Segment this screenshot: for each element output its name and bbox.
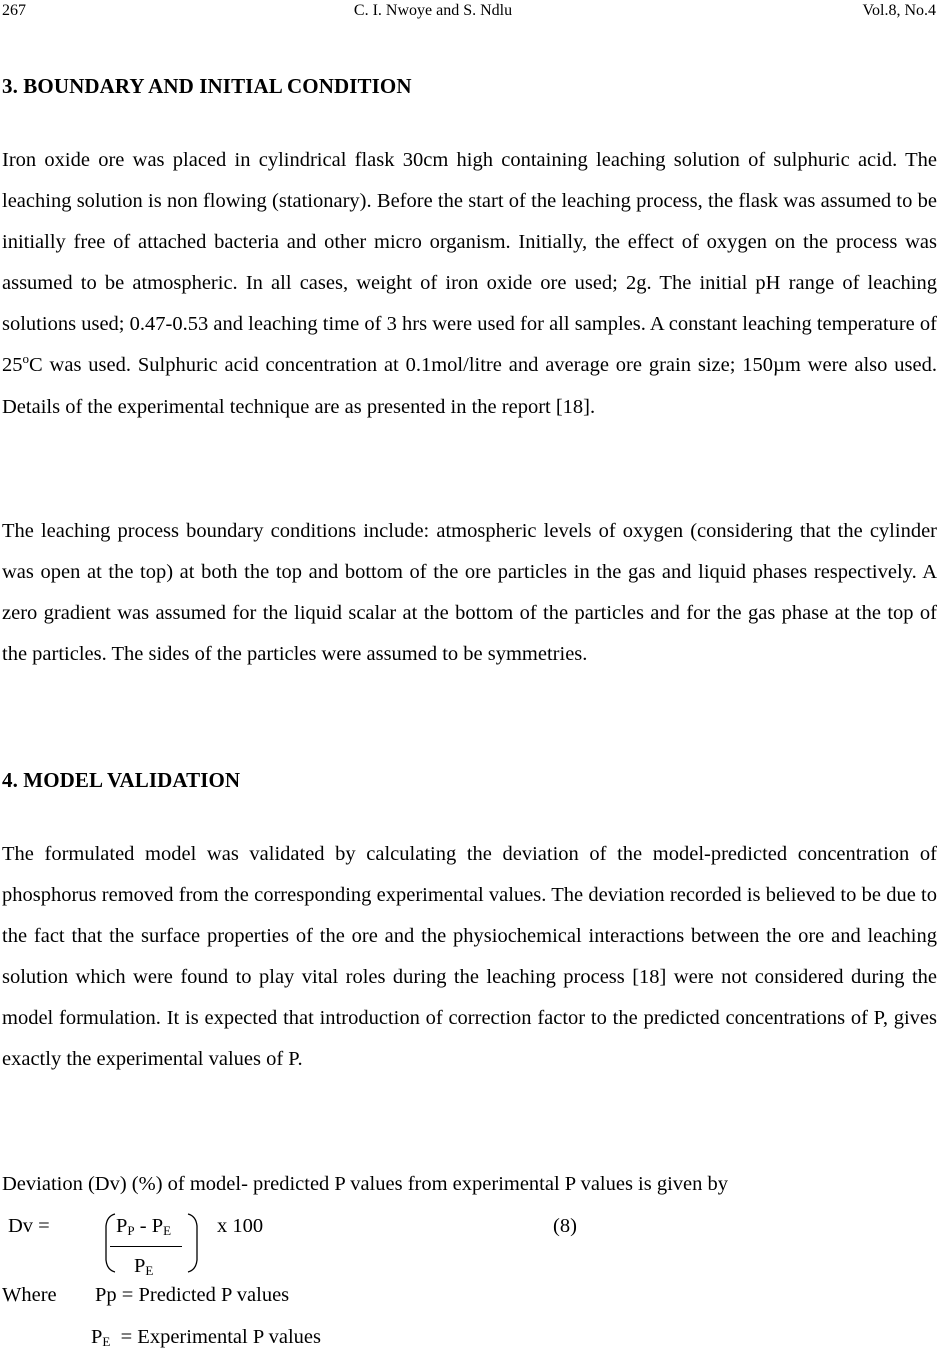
where-label: Where	[2, 1284, 57, 1306]
equation-number: (8)	[553, 1215, 577, 1237]
left-bracket	[103, 1212, 117, 1274]
paragraph-text: Iron oxide ore was placed in cylindrical flask 30cm high containing leaching solution of sulphuric acid. The leaching solution is non flowing (stationary). Before the start of the leaching process, the flask was assumed to be initially free of attached bacteria and other micro organism. Initially, the effect of oxygen on the process was assumed to be atmospheric. In all cases, weight of iron oxide ore used; 2g. The initial pH range of leaching solutions used; 0.47-0.53 and leaching time of 3 hrs were used for all samples. A constant leaching temperature of 25	[2, 149, 937, 377]
section-heading-validation: 4. MODEL VALIDATION	[2, 768, 241, 792]
multiplier: x 100	[217, 1215, 264, 1237]
section-heading-boundary: 3. BOUNDARY AND INITIAL CONDITION	[2, 74, 412, 98]
paragraph-initial-condition	[2, 140, 937, 428]
where-experimental: $P_E$ = Experimental P values	[91, 1326, 321, 1349]
authors: C. I. Nwoye and S. Ndlu	[353, 2, 513, 19]
fraction-denominator: $P_E$	[134, 1255, 154, 1278]
fraction-bar	[110, 1246, 182, 1247]
fraction-numerator: $P_P - P_E$	[116, 1215, 172, 1238]
volume-info: Vol.8, No.4	[862, 2, 936, 19]
paragraph-text: C was used. Sulphuric acid concentration at 0.1mol/litre and average ore grain size; 150µm were also used. Details of the experimental technique are as presented in the report [18].	[2, 354, 937, 418]
paragraph-deviation-intro: Deviation (Dv) (%) of model- predicted P values from experimental P values is given by	[2, 1173, 729, 1195]
page-number: 267	[2, 2, 26, 19]
paragraph-boundary-conditions: The leaching process boundary conditions include: atmospheric levels of oxygen (considering that the cylinder was open at the top) at both the top and bottom of the ore particles in the gas and liquid phases respectively. A zero gradient was assumed for the liquid scalar at the bottom of the particles and for the gas phase at the top of the particles. The sides of the particles were assumed to be symmetries.	[2, 520, 937, 666]
running-header	[0, 2, 939, 24]
paragraph-model-validation: The formulated model was validated by calculating the deviation of the model-predicted concentration of phosphorus removed from the corresponding experimental values. The deviation recorded is believed to be due to the fact that the surface properties of the ore and the physiochemical interactions between the ore and leaching solution which were found to play vital roles during the leaching process [18] were not considered during the model formulation. It is expected that introduction of correction factor to the predicted concentrations of P, gives exactly the experimental values of P.	[2, 843, 937, 1071]
where-predicted: Pp = Predicted P values	[95, 1284, 290, 1306]
degree-superscript: o	[22, 351, 29, 367]
right-bracket	[186, 1212, 200, 1274]
equation-lhs: Dv =	[8, 1215, 50, 1237]
